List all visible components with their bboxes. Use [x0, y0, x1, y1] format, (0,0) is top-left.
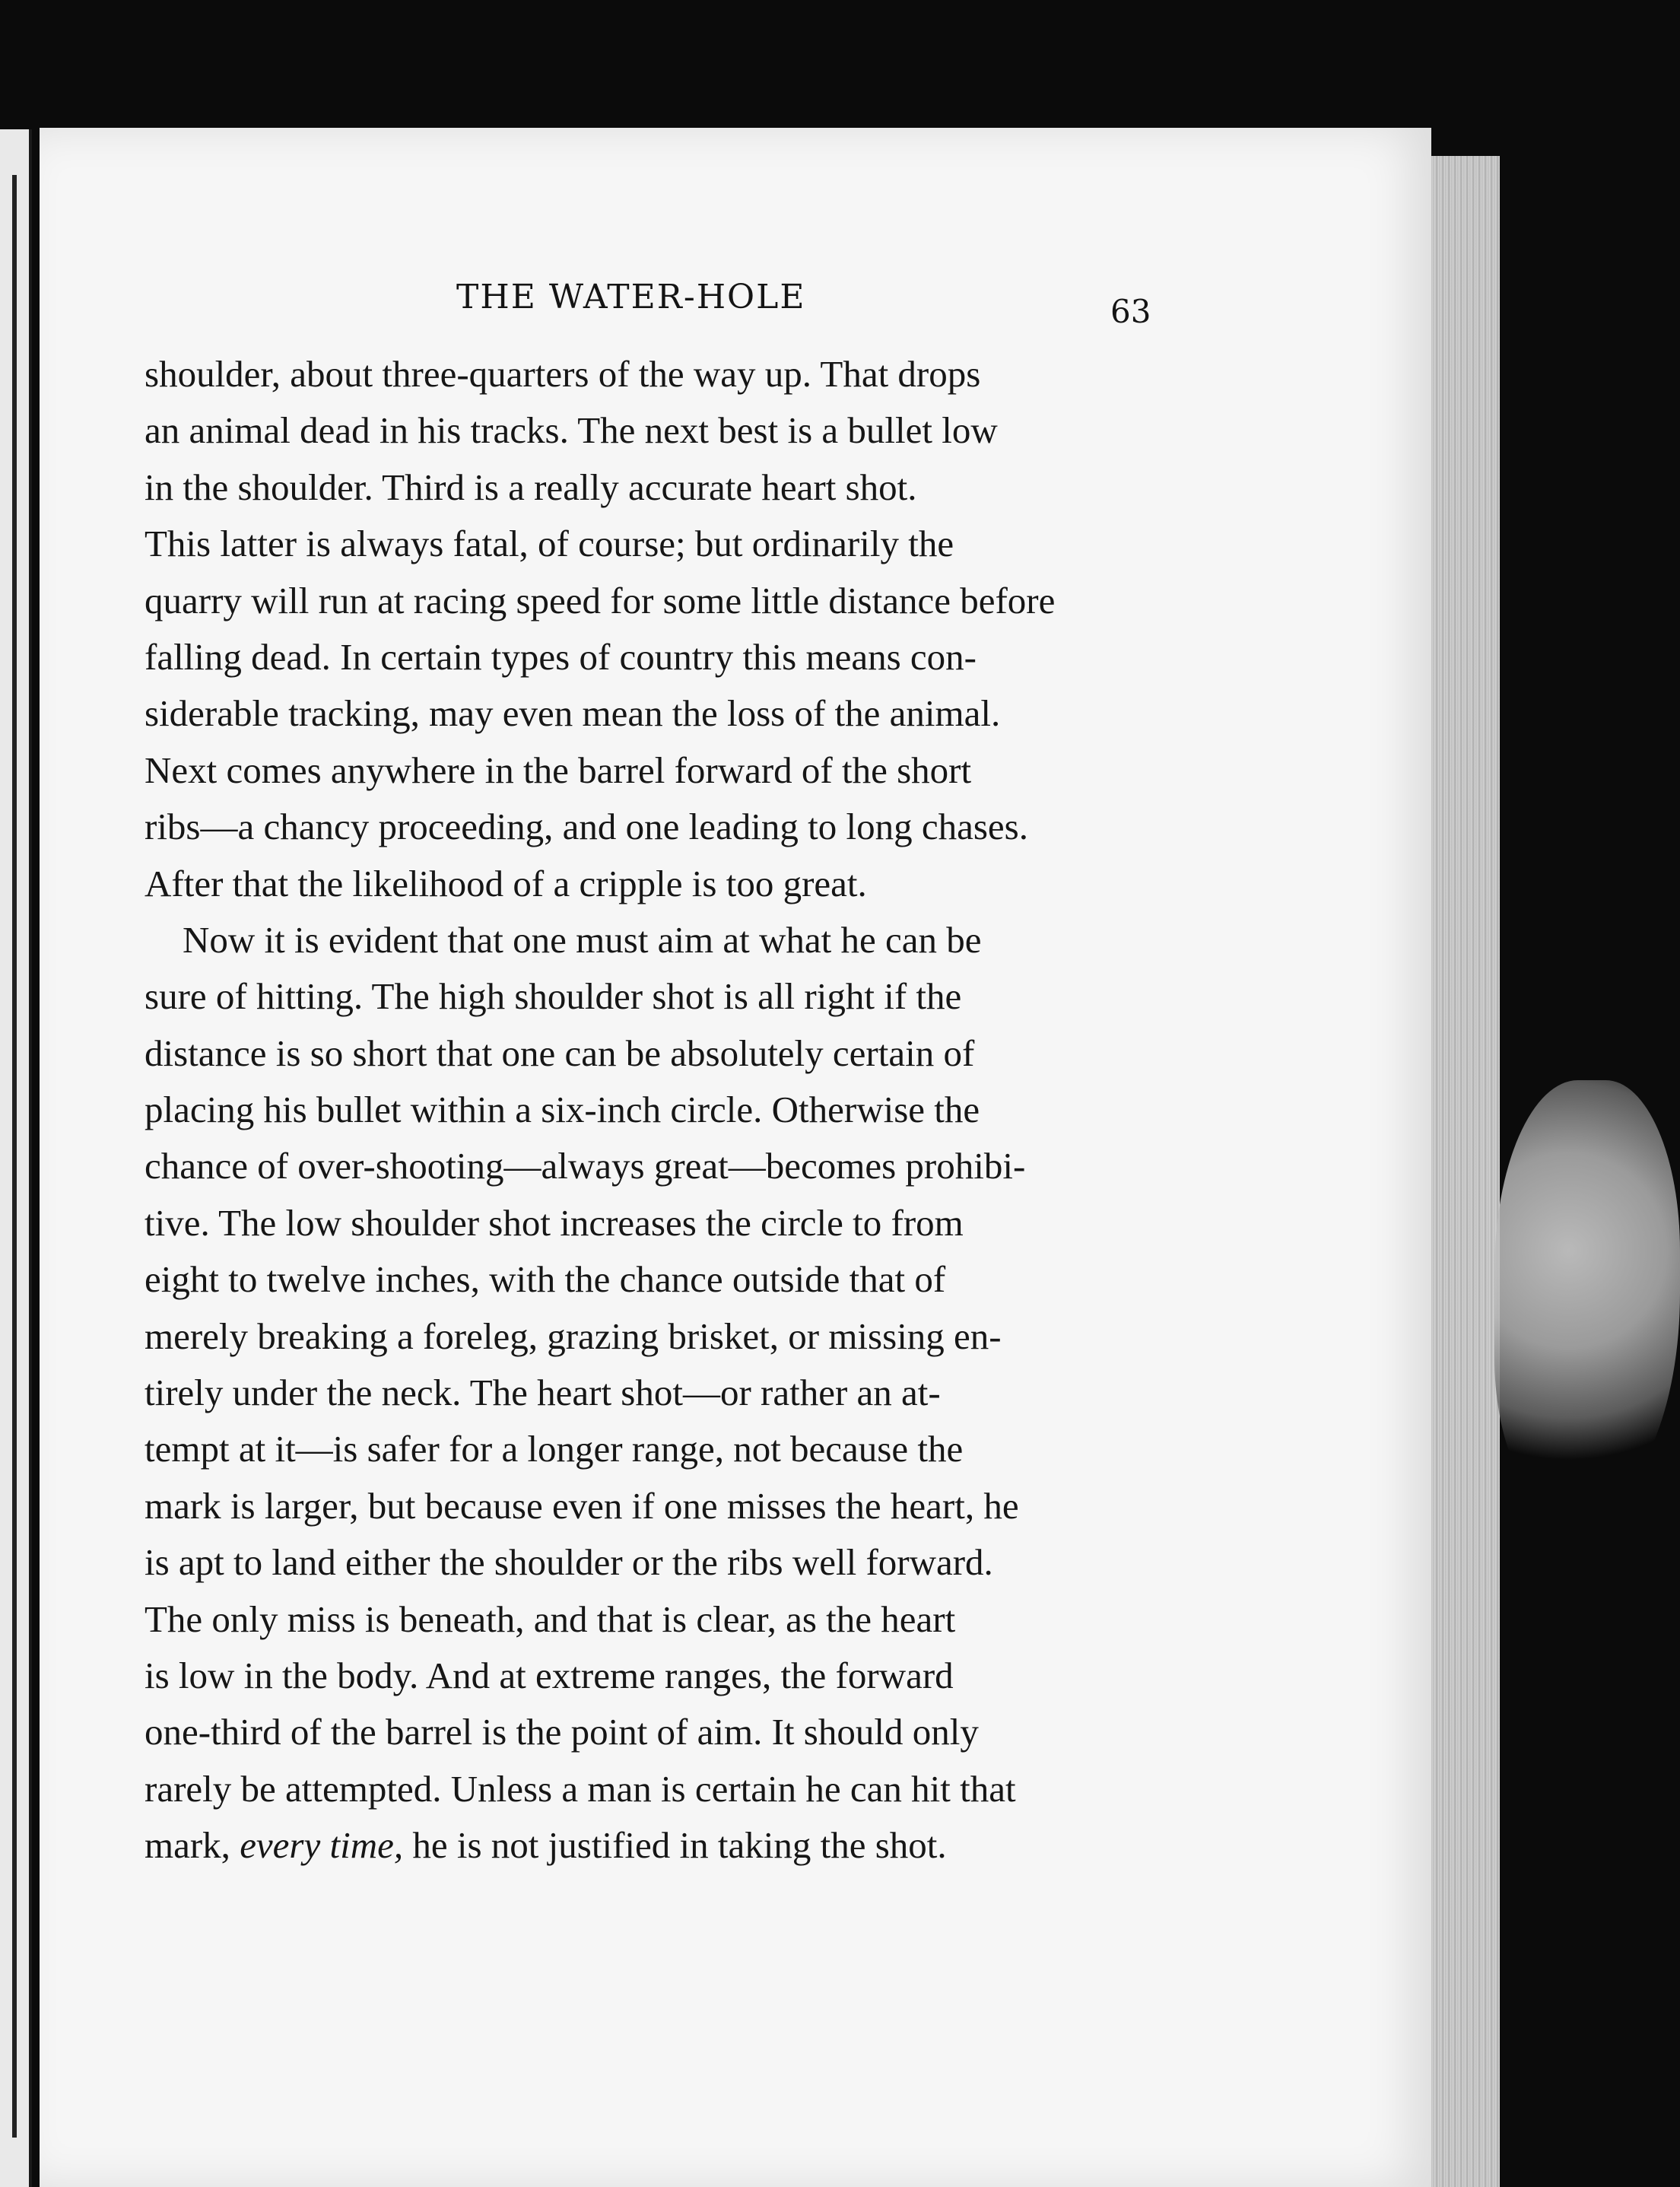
- text-line: The only miss is beneath, and that is clear, as the heart: [144, 1597, 956, 1640]
- facing-page-rule: [12, 175, 17, 2138]
- text-line: is low in the body. And at extreme ranges, the forward: [144, 1654, 954, 1696]
- text-line: chance of over-shooting—always great—becomes prohibi-: [144, 1145, 1026, 1187]
- text-line: tive. The low shoulder shot increases the circle to from: [144, 1201, 964, 1244]
- text-line: distance is so short that one can be absolutely certain of: [144, 1032, 975, 1074]
- body-text: [144, 346, 1156, 1874]
- page-number: 63: [1110, 293, 1151, 330]
- text-line: falling dead. In certain types of country this means con-: [144, 635, 977, 678]
- last-text-line: [144, 1817, 1156, 1874]
- emphasized-phrase: every time,: [240, 1824, 404, 1867]
- text-line: tempt at it—is safer for a longer range, not because the: [144, 1428, 964, 1470]
- text-line: eight to twelve inches, with the chance outside that of: [144, 1258, 946, 1301]
- text-line: rarely be attempted. Unless a man is certain he can hit that: [144, 1767, 1016, 1810]
- text-line: mark is larger, but because even if one misses the heart, he: [144, 1484, 1019, 1527]
- text-line: in the shoulder. Third is a really accurate heart shot.: [144, 466, 917, 508]
- text-line: quarry will run at racing speed for some little distance before: [144, 579, 1056, 621]
- text-line: shoulder, about three-quarters of the way up. That drops: [144, 353, 981, 395]
- text-line: siderable tracking, may even mean the loss of the animal.: [144, 692, 1001, 735]
- text-line: After that the likelihood of a cripple is too great.: [144, 862, 867, 904]
- running-head: THE WATER-HOLE: [456, 278, 806, 316]
- text-line: This latter is always fatal, of course; but ordinarily the: [144, 523, 954, 565]
- text-line: ribs—a chancy proceeding, and one leading to long chases.: [144, 806, 1029, 848]
- text-line: Next comes anywhere in the barrel forward of the short: [144, 749, 972, 791]
- text-line: an animal dead in his tracks. The next best is a bullet low: [144, 409, 998, 452]
- text-line: one-third of the barrel is the point of aim. It should only: [144, 1711, 979, 1753]
- text-line: tirely under the neck. The heart shot—or rather an at-: [144, 1372, 941, 1414]
- text-line: placing his bullet within a six-inch circle. Otherwise the: [144, 1089, 980, 1131]
- text-line: merely breaking a foreleg, grazing brisket, or missing en-: [144, 1314, 1002, 1357]
- text-line: is apt to land either the shoulder or the ribs well forward.: [144, 1541, 993, 1584]
- last-line-start: mark,: [144, 1824, 240, 1867]
- background-stain: [1494, 1080, 1680, 1506]
- paragraph-first-line: Now it is evident that one must aim at what he can be: [183, 918, 982, 961]
- facing-page-edge: [0, 129, 32, 2187]
- last-line-end: he is not justified in taking the shot.: [403, 1824, 947, 1867]
- text-line: sure of hitting. The high shoulder shot is all right if the: [144, 975, 962, 1018]
